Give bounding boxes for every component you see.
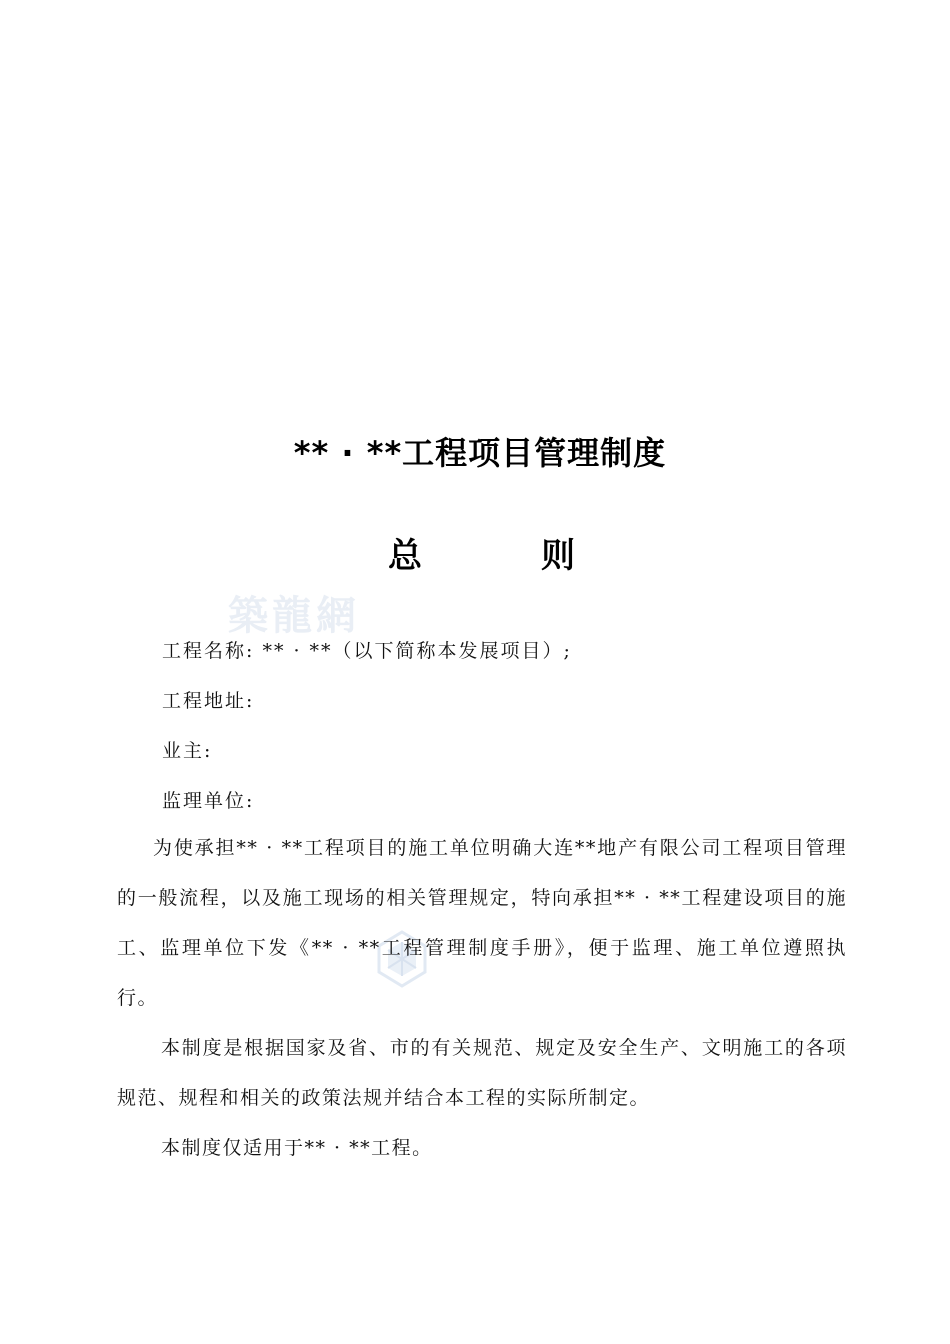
paragraph-purpose: 为使承担** · **工程项目的施工单位明确大连**地产有限公司工程项目管理的一般流程，以及施工现场的相关管理规定，特向承担** · **工程建设项目的施工、监理单位下发《** · **工程管理制度手册》，便于监理、施工单位遵照执行。 (117, 837, 847, 1009)
section-heading-char-2: 则 (541, 536, 575, 576)
project-name-field: 工程名称: ** · **（以下简称本发展项目）; (162, 640, 572, 662)
watermark-text: 築龍網 (228, 592, 360, 639)
supervision-unit-field: 监理单位: (162, 790, 255, 812)
section-heading-char-1: 总 (388, 536, 422, 576)
document-title: ** · **工程项目管理制度 (293, 434, 667, 472)
paragraph-basis: 本制度是根据国家及省、市的有关规范、规定及安全生产、文明施工的各项规范、规程和相关的政策法规并结合本工程的实际所制定。 (117, 1037, 847, 1109)
paragraph-scope: 本制度仅适用于** · **工程。 (161, 1137, 433, 1159)
owner-field: 业主: (162, 740, 213, 762)
project-address-field: 工程地址: (162, 690, 255, 712)
